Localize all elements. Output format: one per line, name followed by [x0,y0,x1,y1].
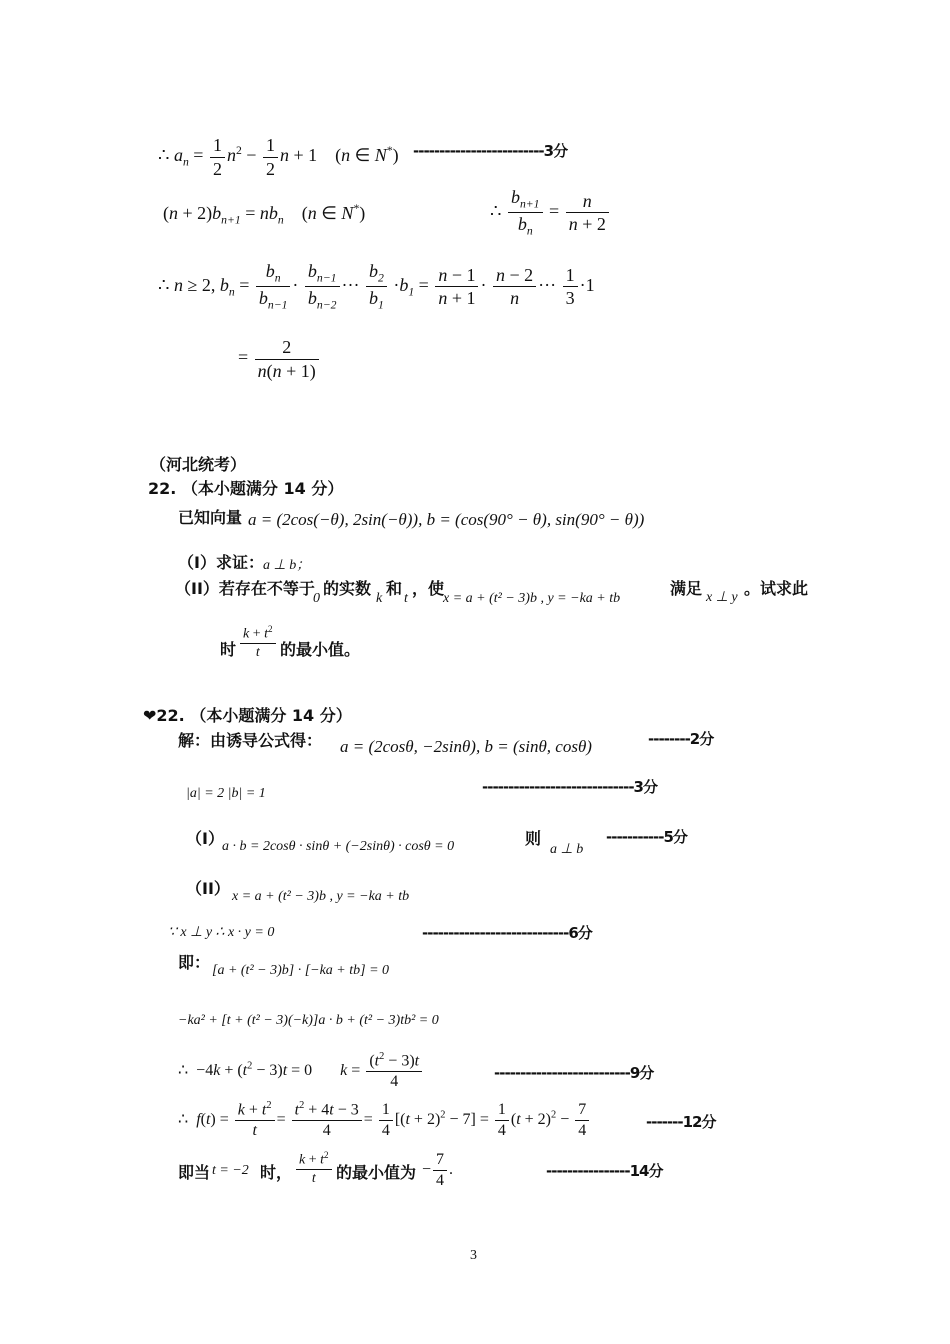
part2-text3: ，使 [412,579,445,598]
equation-product: ∴ n ≥ 2, $b_n$ = $\frac{b_n}{b_{n-1}}$ · $\frac{b_{n-1}}{b_{n-2}}$ ··· $\frac{b_2}{b_1}$ $\cdot b_1$ = $\frac{n - 1}{n + 1}$ · $\frac{n - 2}{n}$ ··· $\frac{1}{3}$ ·1 [158,261,595,312]
score-9: --------------------------9分 [494,1064,654,1082]
part2-text1: （II）若存在不等于 [175,579,315,598]
final-fraction: $\frac{k + t^2}{t}$ [294,1150,334,1188]
solution-expand: −ka² + [t + (t² − 3)(−k)]a · b + (t² − 3)tb² = 0 [178,1013,439,1028]
part2-math: x = a + (t² − 3)b , y = −ka + tb [443,591,621,606]
score-2: --------2分 [648,730,714,748]
part1-math: a ⊥ b； [263,558,311,573]
part2-text5: 。试求此 [744,579,809,598]
page-number: 3 [470,1248,477,1263]
final-text1: 即当 [178,1163,211,1182]
part2-cont2: 的最小值。 [280,640,361,659]
score-5: -----------5分 [606,828,687,846]
solution-intro-math: a = (2cosθ, −2sinθ), b = (sinθ, cosθ) [340,737,592,756]
solution-part1-result: a ⊥ b [550,842,584,857]
part2-t: t [404,591,408,606]
solution-part1-label: （I） [186,829,224,848]
score-12: -------12分 [646,1113,716,1131]
part2-fraction: $\frac{k + t^2}{t}$ [238,624,278,662]
solution-ie-label: 即： [178,953,211,972]
score-14: ----------------14分 [546,1162,663,1180]
part2-text4: 满足 [670,579,703,598]
final-math1: t = −2 [212,1163,249,1178]
score-6: ----------------------------6分 [422,924,592,942]
given-label: 已知向量 [178,508,243,527]
solution-norms: |a| = 2 |b| = 1 [186,786,266,801]
part2-cont1: 时 [220,640,237,659]
solution-header: ❤22. （本小题满分 14 分） [143,706,352,725]
problem-header: 22. （本小题满分 14 分） [148,479,344,498]
solution-since: ∵ x ⊥ y ∴ x · y = 0 [168,925,275,940]
equation-b-n-result: = $\frac{2}{n(n + 1)}$ [238,336,321,382]
final-text3: 的最小值为 [336,1163,417,1182]
part2-zero: 0 [313,591,320,606]
solution-part2-math: x = a + (t² − 3)b , y = −ka + tb [232,889,410,904]
solution-ie-math: [a + (t² − 3)b] · [−ka + tb] = 0 [212,963,390,978]
part2-k: k [376,591,383,606]
part2-and: 和 [386,579,403,598]
solution-part1-then: 则 [525,829,542,848]
final-text2: 时， [260,1163,293,1182]
solution-therefore2: ∴ f(t) = $\frac{k + t^2}{t}$ = $\frac{t^2 + 4t - 3}{4}$ = $\frac{1}{4}$ $[(t + 2)^2 - 7]$ = $\frac{1}{4}$ $(t + 2)^2$ − $\frac{7}{4}$ [178,1099,591,1141]
score-3: -----------------------------3分 [482,778,657,796]
equation-recurrence: $(n + 2)b_{n+1} = nb_n$ (n ∈ N*) [163,202,366,227]
solution-part2-label: （II） [186,879,230,898]
part2-text2: 的实数 [323,579,372,598]
equation-a-n: ∴ $a_n$ = $\frac{1}{2}$ $n^2$ − $\frac{1}{2}$ n + 1 (n ∈ N*) [158,135,399,179]
part2-cond: x ⊥ y [706,590,738,605]
equation-ratio: ∴ $\frac{b_{n+1}}{b_n}$ = $\frac{n}{n + 2}$ [490,186,611,239]
score-3-top: -------------------------3分 [413,142,568,160]
solution-part1-math: a · b = 2cosθ · sinθ + (−2sinθ) · cosθ = 0 [222,839,455,854]
given-vectors: a = (2cos(−θ), 2sin(−θ)), b = (cos(90° − θ), sin(90° − θ)) [248,510,645,529]
final-value: − $\frac{7}{4}$ . [422,1151,454,1189]
part1-label: （I）求证： [178,553,264,572]
problem-source: （河北统考） [150,455,247,474]
solution-therefore1: ∴ $-4k + (t^2 - 3)t = 0$ k = $\frac{(t^2 - 3)t}{4}$ [178,1050,424,1092]
solution-intro-label: 解：由诱导公式得： [178,731,323,750]
